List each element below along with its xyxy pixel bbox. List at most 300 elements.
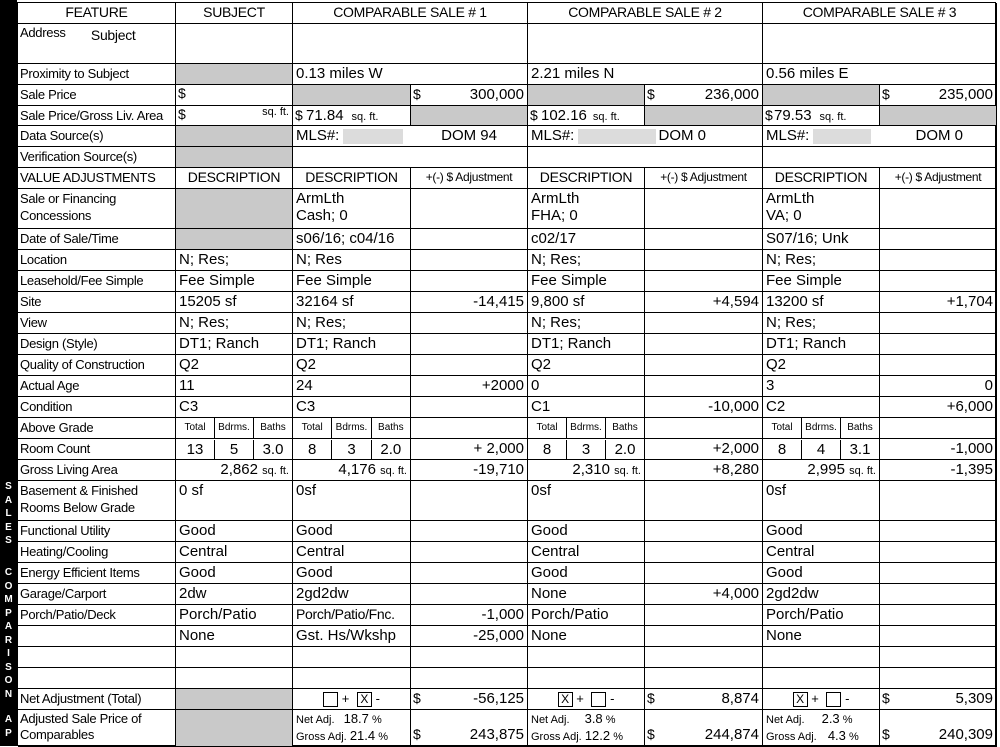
label-address (18, 24, 176, 64)
comp1-porch: Porch/Patio/Fnc. (293, 605, 411, 626)
blank-row-cell (176, 668, 293, 689)
comp1-bedrooms: 3 (332, 440, 371, 459)
comp1-leasehold-adj (411, 271, 528, 292)
comp2-sale-price-shade (528, 85, 645, 106)
comp2-price-gla (528, 106, 645, 126)
subject-gla-value: 2,862 (220, 461, 258, 478)
comp1-garage-adj (411, 584, 528, 605)
room-count-values (176, 439, 292, 459)
comp2-age: 0 (528, 376, 645, 397)
comp3-total-rooms: 8 (763, 440, 802, 459)
comp3-gross-adj-line (766, 728, 879, 745)
comp1-garage: 2gd2dw (293, 584, 411, 605)
comp1-date-adj (411, 229, 528, 250)
comp2-quality-adj (645, 355, 763, 376)
comp2-net-total-value: 8,874 (721, 690, 759, 707)
comp2-net-pct: 3.8 (584, 711, 603, 726)
comp3-heating: Central (763, 542, 880, 563)
comp1-site-adj: -14,415 (411, 292, 528, 313)
comp2-above-grade-headers (528, 418, 645, 439)
comp3-functional: Good (763, 521, 880, 542)
subject-address: Subject (90, 27, 136, 43)
comp2-energy-adj (645, 563, 763, 584)
comp3-data-source (763, 126, 997, 147)
comp1-above-grade-adj (411, 418, 528, 439)
blank-row-cell (645, 647, 763, 668)
label-above-grade: Above Grade (18, 418, 176, 439)
comp3-sale-price-value: 235,000 (938, 86, 993, 103)
comp1-above-grade-headers (293, 418, 411, 439)
comp3-net-pct: 2.3 (821, 711, 840, 726)
comp3-sale-price (880, 85, 997, 106)
sqft-unit: sq. ft. (262, 465, 289, 477)
header-feature: FEATURE (18, 3, 176, 24)
comp3-price-gla (763, 106, 880, 126)
label-sale-financing: Sale or Financing Concessions (18, 189, 176, 229)
comp1-design: DT1; Ranch (293, 334, 411, 355)
comp3-gross-pct: 4.3 (827, 728, 846, 743)
comp3-leasehold: Fee Simple (763, 271, 880, 292)
comp1-sale-price-value: 300,000 (469, 86, 524, 103)
sqft-unit: sq. ft. (262, 106, 289, 118)
comp3-adjustment-header: +(-) $ Adjustment (880, 168, 997, 189)
comp3-functional-adj (880, 521, 997, 542)
comp1-net-checkboxes (293, 689, 411, 710)
dollar-sign: $ (178, 85, 186, 101)
bdrms-header: Bdrms. (802, 418, 841, 438)
comp3-gla-adj: -1,395 (880, 460, 997, 481)
comp3-concessions-adj (880, 189, 997, 229)
comp3-basement: 0sf (763, 481, 880, 521)
comp3-location-adj (880, 250, 997, 271)
comp1-condition: C3 (293, 397, 411, 418)
comp3-design: DT1; Ranch (763, 334, 880, 355)
comp2-verification (528, 147, 763, 168)
room-count-headers (293, 418, 410, 438)
comp3-age-adj: 0 (880, 376, 997, 397)
comp1-sale-price (411, 85, 528, 106)
comp2-view-adj (645, 313, 763, 334)
comp1-room-count (293, 439, 411, 460)
comp2-concessions-adj (645, 189, 763, 229)
pct-sign: % (842, 714, 853, 726)
total-header: Total (528, 418, 567, 438)
mls-label: MLS#: (296, 127, 340, 144)
comp1-room-adj: + 2,000 (411, 439, 528, 460)
subject-energy: Good (176, 563, 293, 584)
minus-label: - (610, 691, 615, 706)
comp3-net-checkboxes (763, 689, 880, 710)
dollar-sign: $ (647, 726, 655, 742)
comp1-description-header: DESCRIPTION (293, 168, 411, 189)
blank-row-cell (293, 647, 411, 668)
comp1-sale-price-shade (293, 85, 411, 106)
label-value-adjustments: VALUE ADJUSTMENTS (18, 168, 176, 189)
label-leasehold: Leasehold/Fee Simple (18, 271, 176, 292)
comp1-total-rooms: 8 (293, 440, 332, 459)
blank-row-cell (18, 668, 176, 689)
label-date-of-sale: Date of Sale/Time (18, 229, 176, 250)
comp3-net-total (880, 689, 997, 710)
label-address-text: Address (20, 25, 66, 40)
room-count-values (293, 439, 410, 459)
label-design: Design (Style) (18, 334, 176, 355)
comp3-condition: C2 (763, 397, 880, 418)
comp3-address (763, 24, 997, 64)
subject-gla (176, 460, 293, 481)
label-quality: Quality of Construction (18, 355, 176, 376)
comp3-net-total-value: 5,309 (955, 690, 993, 707)
room-count-values (528, 439, 644, 459)
sidebar-label-comparison: C O M P A R I S O N (4, 567, 13, 700)
label-sale-price: Sale Price (18, 85, 176, 106)
dollar-sign: $ (647, 690, 655, 706)
comp3-energy-adj (880, 563, 997, 584)
net-adj-label: Net Adj. (766, 714, 805, 726)
label-basement: Basement & Finished Rooms Below Grade (18, 481, 176, 521)
comp1-quality: Q2 (293, 355, 411, 376)
label-price-gla: Sale Price/Gross Liv. Area (18, 106, 176, 126)
comp2-gla-value: 2,310 (572, 461, 610, 478)
comp3-date-adj (880, 229, 997, 250)
label-view: View (18, 313, 176, 334)
dollar-sign: $ (530, 107, 538, 123)
comp2-date: c02/17 (528, 229, 645, 250)
comp3-site-adj: +1,704 (880, 292, 997, 313)
plus-label: + (811, 691, 819, 706)
comp2-bedrooms: 3 (567, 440, 606, 459)
room-count-headers (528, 418, 644, 438)
mls-label: MLS#: (531, 127, 575, 144)
comp1-gla-adj: -19,710 (411, 460, 528, 481)
label-site: Site (18, 292, 176, 313)
comp3-proximity: 0.56 miles E (763, 64, 997, 85)
dollar-sign: $ (295, 107, 303, 123)
comp2-heating-adj (645, 542, 763, 563)
comp2-site-adj: +4,594 (645, 292, 763, 313)
comp1-verification (293, 147, 528, 168)
comp2-date-adj (645, 229, 763, 250)
dollar-sign: $ (882, 690, 890, 706)
comp2-design: DT1; Ranch (528, 334, 645, 355)
comp1-date: s06/16; c04/16 (293, 229, 411, 250)
comp1-heating-adj (411, 542, 528, 563)
comp1-adjusted-price-value: 243,875 (469, 726, 524, 743)
sqft-unit: sq. ft. (351, 111, 379, 123)
comp3-leasehold-adj (880, 271, 997, 292)
comp2-design-adj (645, 334, 763, 355)
comp1-condition-adj (411, 397, 528, 418)
comp2-dom: DOM 0 (658, 127, 706, 144)
comp1-functional: Good (293, 521, 411, 542)
label-location: Location (18, 250, 176, 271)
comp1-site: 32164 sf (293, 292, 411, 313)
comp1-gross-pct: 21.4 (349, 728, 376, 743)
subject-date-of-sale (176, 229, 293, 250)
label-room-count: Room Count (18, 439, 176, 460)
net-adj-label: Net Adj. (296, 714, 335, 726)
minus-label: - (375, 691, 380, 706)
label-actual-age: Actual Age (18, 376, 176, 397)
comp3-site: 13200 sf (763, 292, 880, 313)
bdrms-header: Bdrms. (332, 418, 371, 438)
comp2-description-header: DESCRIPTION (528, 168, 645, 189)
header-comp3: COMPARABLE SALE # 3 (763, 3, 997, 24)
comp2-net-adj-line (531, 711, 644, 728)
pct-sign: % (605, 714, 616, 726)
comp3-room-adj: -1,000 (880, 439, 997, 460)
comp2-address (528, 24, 763, 64)
comp2-sale-price-value: 236,000 (704, 86, 759, 103)
comp2-porch: Porch/Patio (528, 605, 645, 626)
comp3-porch: Porch/Patio (763, 605, 880, 626)
comp3-view: N; Res; (763, 313, 880, 334)
room-count-headers (763, 418, 879, 438)
sqft-unit: sq. ft. (592, 111, 620, 123)
comp3-bedrooms: 4 (802, 440, 841, 459)
comp2-room-count (528, 439, 645, 460)
comp2-basement-adj (645, 481, 763, 521)
subject-basement: 0 sf (176, 481, 293, 521)
comp2-sale-price (645, 85, 763, 106)
comp2-above-grade-adj (645, 418, 763, 439)
comp3-extra-adj (880, 626, 997, 647)
dollar-sign: $ (882, 726, 890, 742)
comp1-baths: 2.0 (380, 441, 402, 458)
subject-age: 11 (176, 376, 293, 397)
comp3-age: 3 (763, 376, 880, 397)
blank-row-cell (528, 647, 645, 668)
label-gla: Gross Living Area (18, 460, 176, 481)
comp3-condition-adj: +6,000 (880, 397, 997, 418)
comp2-gla (528, 460, 645, 481)
subject-description-header: DESCRIPTION (176, 168, 293, 189)
dollar-sign: $ (413, 690, 421, 706)
comp3-description-header: DESCRIPTION (763, 168, 880, 189)
pct-sign: % (848, 731, 859, 743)
comp3-room-count (763, 439, 880, 460)
subject-bedrooms: 5 (215, 440, 254, 459)
comp1-basement-adj (411, 481, 528, 521)
subject-price-gla (176, 106, 293, 126)
comp3-garage: 2gd2dw (763, 584, 880, 605)
gross-adj-label: Gross Adj. (766, 731, 817, 743)
comp3-price-gla-shade (880, 106, 997, 126)
room-count-values (763, 439, 879, 459)
comp2-age-adj (645, 376, 763, 397)
comp3-price-gla-value: 79.53 (774, 107, 812, 124)
comp1-functional-adj (411, 521, 528, 542)
subject-sale-price (176, 85, 293, 106)
comp3-dom: DOM 0 (915, 127, 963, 144)
comp1-extra: Gst. Hs/Wkshp (293, 626, 411, 647)
comp1-dom: DOM 94 (441, 127, 497, 144)
label-heating: Heating/Cooling (18, 542, 176, 563)
sqft-unit: sq. ft. (849, 465, 876, 477)
comp1-net-total-value: -56,125 (473, 690, 524, 707)
subject-site: 15205 sf (176, 292, 293, 313)
comp1-energy: Good (293, 563, 411, 584)
total-header: Total (293, 418, 332, 438)
label-garage: Garage/Carport (18, 584, 176, 605)
comp2-leasehold: Fee Simple (528, 271, 645, 292)
comp1-age-adj: +2000 (411, 376, 528, 397)
comp1-extra-adj: -25,000 (411, 626, 528, 647)
comp2-functional-adj (645, 521, 763, 542)
blank-row-cell (18, 647, 176, 668)
baths-header: Baths (378, 422, 404, 433)
comp1-net-total (411, 689, 528, 710)
mls-number-field (343, 129, 403, 144)
subject-extra: None (176, 626, 293, 647)
comp3-adjusted-price-value: 240,309 (938, 726, 993, 743)
comp2-plus-checkbox[interactable]: X (558, 692, 573, 707)
subject-address-cell (176, 24, 293, 64)
comp1-concessions-adj (411, 189, 528, 229)
subject-location: N; Res; (176, 250, 293, 271)
comp2-minus-checkbox[interactable] (591, 692, 606, 707)
blank-row-cell (411, 668, 528, 689)
sales-comparison-sidebar (0, 0, 17, 746)
comp1-design-adj (411, 334, 528, 355)
blank-row-cell (528, 668, 645, 689)
comp1-price-gla-value: 71.84 (306, 107, 344, 124)
total-header: Total (763, 418, 802, 438)
comp1-porch-adj: -1,000 (411, 605, 528, 626)
subject-sale-financing (176, 189, 293, 229)
mls-number-field (578, 129, 656, 144)
comp1-gross-adj-line (296, 728, 410, 745)
comp3-minus-checkbox[interactable] (826, 692, 841, 707)
label-proximity: Proximity to Subject (18, 64, 176, 85)
baths-header: Baths (847, 422, 873, 433)
pct-sign: % (613, 731, 623, 743)
minus-label: - (845, 691, 850, 706)
comp2-basement: 0sf (528, 481, 645, 521)
comp2-extra: None (528, 626, 645, 647)
comp2-functional: Good (528, 521, 645, 542)
subject-design: DT1; Ranch (176, 334, 293, 355)
dollar-sign: $ (178, 106, 186, 122)
subject-heating: Central (176, 542, 293, 563)
comp1-price-gla (293, 106, 411, 126)
comp2-proximity: 2.21 miles N (528, 64, 763, 85)
comp2-condition: C1 (528, 397, 645, 418)
comp3-design-adj (880, 334, 997, 355)
comp2-concessions-type: ArmLth (531, 190, 580, 207)
comp1-plus-checkbox[interactable] (323, 692, 338, 707)
comp1-energy-adj (411, 563, 528, 584)
comp2-location-adj (645, 250, 763, 271)
comp3-plus-checkbox[interactable]: X (793, 692, 808, 707)
comp1-basement: 0sf (293, 481, 411, 521)
comp2-location: N; Res; (528, 250, 645, 271)
comp1-age: 24 (293, 376, 411, 397)
bdrms-header: Bdrms. (215, 418, 254, 438)
blank-row-cell (293, 668, 411, 689)
comp2-heating: Central (528, 542, 645, 563)
comp2-adjusted-price (645, 710, 763, 747)
label-adjusted-price: Adjusted Sale Price of Comparables (18, 710, 176, 747)
comp3-date: S07/16; Unk (763, 229, 880, 250)
comp3-above-grade-headers (763, 418, 880, 439)
label-verification: Verification Source(s) (18, 147, 176, 168)
blank-row-cell (645, 668, 763, 689)
comp3-gla-value: 2,995 (807, 461, 845, 478)
sidebar-label-sales: S A L E S (4, 481, 13, 546)
subject-view: N; Res; (176, 313, 293, 334)
baths-header: Baths (612, 422, 638, 433)
label-condition: Condition (18, 397, 176, 418)
comp3-adjusted-price (880, 710, 997, 747)
comp3-sale-price-shade (763, 85, 880, 106)
pct-sign: % (378, 731, 388, 743)
header-subject: SUBJECT (176, 3, 293, 24)
subject-total-rooms: 13 (176, 440, 215, 459)
comp2-net-total (645, 689, 763, 710)
comp3-verification (763, 147, 997, 168)
comp2-net-checkboxes (528, 689, 645, 710)
comp3-porch-adj (880, 605, 997, 626)
blank-row-cell (411, 647, 528, 668)
comp1-view-adj (411, 313, 528, 334)
comp3-quality-adj (880, 355, 997, 376)
subject-functional: Good (176, 521, 293, 542)
comp2-view: N; Res; (528, 313, 645, 334)
comp2-garage-adj: +4,000 (645, 584, 763, 605)
comp1-concessions-type: ArmLth (296, 190, 345, 207)
comp3-baths: 3.1 (849, 441, 871, 458)
comp1-minus-checkbox[interactable]: X (357, 692, 372, 707)
dollar-sign: $ (413, 86, 421, 102)
comp3-adj-pcts (763, 710, 880, 747)
comp2-adjustment-header: +(-) $ Adjustment (645, 168, 763, 189)
subject-proximity (176, 64, 293, 85)
subject-above-grade-headers (176, 418, 293, 439)
subject-garage: 2dw (176, 584, 293, 605)
label-data-source: Data Source(s) (18, 126, 176, 147)
total-header: Total (176, 418, 215, 438)
comp1-proximity: 0.13 miles W (293, 64, 528, 85)
bdrms-header: Bdrms. (567, 418, 606, 438)
comp3-concessions-financing: VA; 0 (766, 207, 802, 224)
comp3-gla (763, 460, 880, 481)
comp1-quality-adj (411, 355, 528, 376)
comp2-garage: None (528, 584, 645, 605)
comp3-garage-adj (880, 584, 997, 605)
comp1-address (293, 24, 528, 64)
comp1-data-source (293, 126, 528, 147)
comp1-view: N; Res; (293, 313, 411, 334)
sqft-unit: sq. ft. (380, 465, 407, 477)
comp1-gla-value: 4,176 (338, 461, 376, 478)
blank-row-cell (880, 668, 997, 689)
comp3-heating-adj (880, 542, 997, 563)
header-comp2: COMPARABLE SALE # 2 (528, 3, 763, 24)
comp1-adjusted-price (411, 710, 528, 747)
comp1-heating: Central (293, 542, 411, 563)
comp3-concessions-type: ArmLth (766, 190, 815, 207)
subject-baths: 3.0 (262, 441, 284, 458)
comp1-leasehold: Fee Simple (293, 271, 411, 292)
label-extra-blank (18, 626, 176, 647)
comp2-concessions (528, 189, 645, 229)
comp1-concessions-financing: Cash; 0 (296, 207, 348, 224)
subject-adjusted-price (176, 710, 293, 747)
label-net-adjustment: Net Adjustment (Total) (18, 689, 176, 710)
gross-adj-label: Gross Adj. (296, 731, 347, 743)
comp3-view-adj (880, 313, 997, 334)
